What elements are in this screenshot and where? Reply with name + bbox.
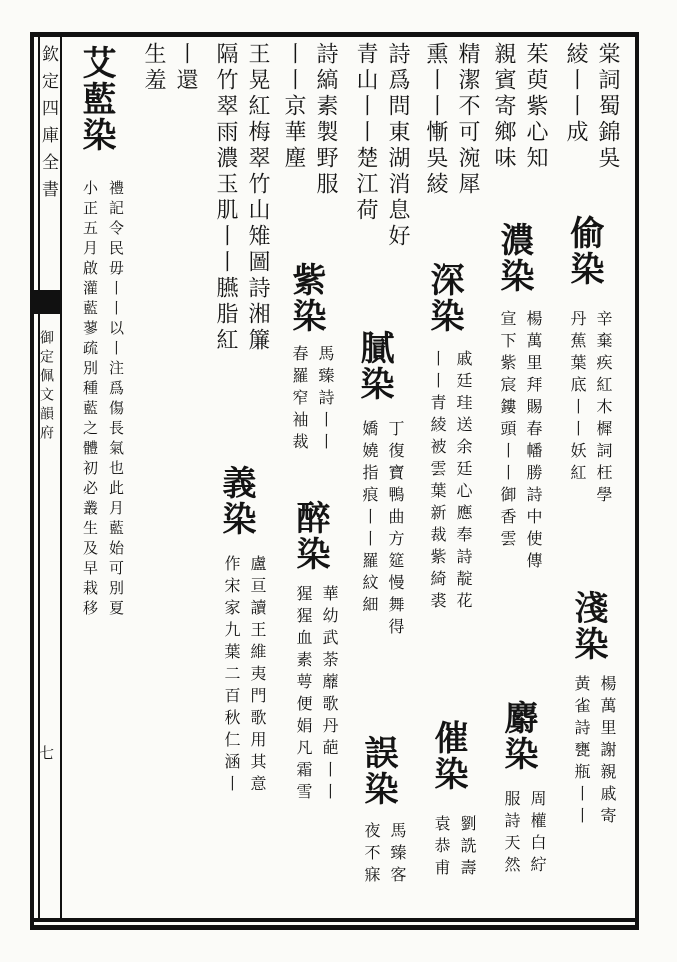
text-column: 詩爲問東湖消息好 bbox=[385, 42, 410, 250]
annotation-column: 華幼武荼蘼歌丹葩丨丨 bbox=[320, 585, 339, 805]
annotation-column: 戚廷珪送余廷心應奉詩靛花 bbox=[454, 350, 473, 614]
text-column: 親賓寄鄉味 bbox=[491, 42, 516, 172]
entry-heading: 淺染 bbox=[568, 590, 608, 662]
text-column: 丨還 bbox=[173, 42, 198, 94]
annotation-column: 猩猩血素萼便娟凡霜雪 bbox=[294, 585, 313, 805]
text-column: 熏丨丨慚吳綾 bbox=[423, 42, 448, 198]
annotation-column: 丁復寶鴨曲方筵慢舞得 bbox=[386, 420, 405, 640]
text-column: 王晃紅梅翠竹山雉圖詩湘簾 bbox=[245, 42, 270, 354]
annotation-column: 盧亘讀王維夷門歌用其意 bbox=[248, 555, 267, 797]
annotation-column: 春羅窄袖裁 bbox=[290, 345, 309, 455]
text-column: 茱萸紫心知 bbox=[523, 42, 548, 172]
entry-heading: 紫染 bbox=[286, 262, 326, 334]
text-column: 綾丨丨成 bbox=[563, 42, 588, 146]
annotation-column: 辛棄疾紅木樨詞枉學 bbox=[594, 310, 613, 508]
text-column: 丨丨京華塵 bbox=[281, 42, 306, 172]
entry-heading: 偷染 bbox=[564, 215, 604, 287]
text-column: 精潔不可涴犀 bbox=[455, 42, 480, 198]
annotation-column: 楊萬里拜賜春幡勝詩中使傳 bbox=[524, 310, 543, 574]
annotation-column: 宣下紫宸鏤頭丨丨御香雲 bbox=[498, 310, 517, 552]
annotation-column: 劉詵壽 bbox=[458, 815, 477, 881]
annotation-column: 作宋家九葉二百秋仁涵丨 bbox=[222, 555, 241, 797]
annotation-column: 禮記令民毋丨丨以丨注爲傷長氣也此月藍始可別夏 bbox=[107, 180, 125, 620]
text-column: 隔竹翠雨濃玉肌丨丨臙脂紅 bbox=[213, 42, 238, 354]
annotation-column: 袁恭甫 bbox=[432, 815, 451, 881]
bottom-border bbox=[30, 918, 639, 922]
entry-heading: 麝染 bbox=[498, 700, 538, 772]
entry-heading: 艾藍染 bbox=[76, 45, 116, 153]
annotation-column: 馬臻客 bbox=[388, 822, 407, 888]
entry-heading: 義染 bbox=[216, 465, 256, 537]
page-number: 七 bbox=[37, 745, 55, 764]
text-column: 生羞 bbox=[141, 42, 166, 94]
entry-heading: 醉染 bbox=[290, 500, 330, 572]
fish-tail-mark bbox=[30, 290, 62, 314]
book-title: 欽定四庫全書 bbox=[38, 45, 58, 207]
text-column: 詩縞素製野服 bbox=[313, 42, 338, 198]
text-column: 青山丨丨楚江荷 bbox=[353, 42, 378, 224]
annotation-column: 丨丨青綾被雲葉新裁紫綺裘 bbox=[428, 350, 447, 614]
text-column: 棠詞蜀錦吳 bbox=[595, 42, 620, 172]
annotation-column: 楊萬里謝親戚寄 bbox=[598, 675, 617, 829]
annotation-column: 黃雀詩甕瓶丨丨 bbox=[572, 675, 591, 829]
entry-heading: 誤染 bbox=[358, 735, 398, 807]
annotation-column: 服詩天然 bbox=[502, 790, 521, 878]
entry-heading: 膩染 bbox=[354, 330, 394, 402]
annotation-column: 嬌嬈指痕丨丨羅紋細 bbox=[360, 420, 379, 618]
entry-heading: 催染 bbox=[428, 720, 468, 792]
annotation-column: 周權白紵 bbox=[528, 790, 547, 878]
volume-label: 御定佩文韻府 bbox=[38, 330, 54, 444]
annotation-column: 小正五月啟灌藍蓼疏別種藍之體初必叢生及早栽移 bbox=[81, 180, 99, 620]
entry-heading: 深染 bbox=[424, 262, 464, 334]
annotation-column: 丹蕉葉底丨丨妖紅 bbox=[568, 310, 587, 486]
annotation-column: 馬臻詩丨丨 bbox=[316, 345, 335, 455]
annotation-column: 夜不寐 bbox=[362, 822, 381, 888]
entry-heading: 濃染 bbox=[494, 222, 534, 294]
